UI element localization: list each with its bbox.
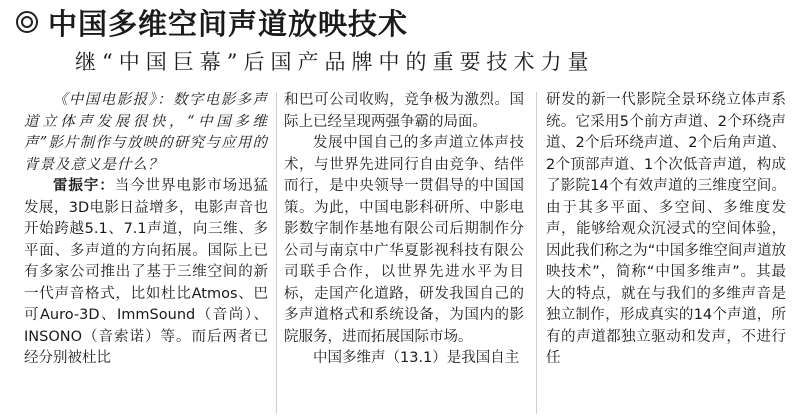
answer-text: 当今世界电影市场迅猛发展，3D电影日益增多，电影声音也开始跨越5.1、7.1声道，向三维、多平面、多声道的方向拓展。国际上已有多家公司推出了基于三维空间的新一代声音格式，比如杜比Atmos、巴可Auro-3D、ImmSound（音尚）、INSONO（音索诺）等。而后两者已经分别被杜比 — [24, 178, 268, 366]
speaker-name: 雷振宇： — [53, 178, 115, 194]
article-subtitle: 继“中国巨幕”后国产品牌中的重要技术力量 — [75, 50, 595, 74]
column-divider — [276, 92, 277, 414]
paragraph: 发展中国自己的多声道立体声技术，与世界先进同行自由竞争、结伴而行，是中央领导一贯倡导的中国国策。为此，中国电影科研所、中影电影数字制作基地有限公司后期制作分公司与南京中广华夏影视科技有限公司联手合作，以世界先进水平为目标，走国产化道路，研发我国自己的多声道格式和系统设备，为国内的影院服务，进而拓展国际市场。 — [284, 135, 524, 345]
circle-bullet-icon — [16, 11, 38, 33]
column-divider — [536, 92, 537, 414]
column-1 — [24, 90, 268, 414]
column-3 — [546, 90, 786, 414]
paragraph: 和巴可公司收购，竞争极为激烈。国际上已经呈现两强争霸的局面。 — [284, 92, 524, 130]
article-title: 中国多维空间声道放映技术 — [48, 6, 409, 41]
column-2 — [284, 90, 524, 414]
paragraph: 研发的新一代影院全景环绕立体声系统。它采用5个前方声道、2个环绕声道、2个后环绕声道、2个后角声道、2个顶部声道、1个次低音声道，构成了影院14个有效声道的三维度空间。由于其多平面、多空间、多维度发声，能够给观众沉浸式的空间体验，因此我们称之为“中国多维空间声道放映技术”，简称“中国多维声”。其最大的特点，就在与我们的多维声音是独立制作，形成真实的14个声道，所有的声道都独立驱动和发声，不进行任 — [546, 92, 786, 366]
interview-question: 《中国电影报》：数字电影多声道立体声发展很快，“中国多维声”影片制作与放映的研究与应用的背景及意义是什么？ — [24, 92, 268, 173]
interview-answer — [24, 176, 268, 370]
headline — [16, 2, 716, 42]
paragraph: 中国多维声（13.1）是我国自主 — [313, 350, 520, 366]
